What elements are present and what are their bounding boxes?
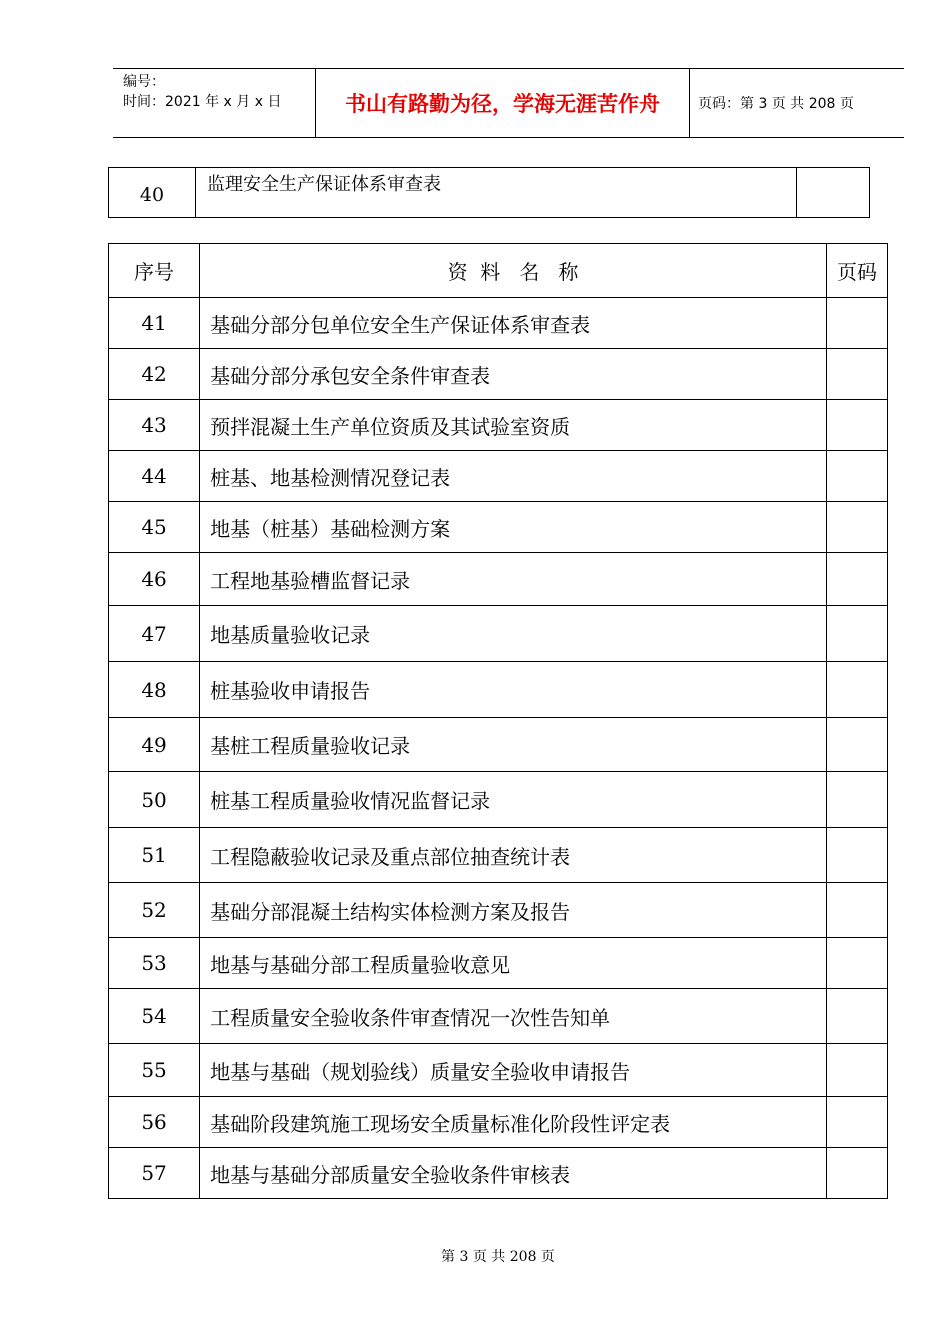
table-row <box>109 349 888 400</box>
header-num: 序号 <box>109 244 200 298</box>
row-page-cell <box>826 451 887 502</box>
table-row <box>109 1148 888 1199</box>
row-40-name: 监理安全生产保证体系审查表 <box>197 168 797 217</box>
table-row <box>109 1097 888 1148</box>
row-number: 56 <box>109 1097 200 1148</box>
row-number: 49 <box>109 718 200 772</box>
row-document-name: 工程地基验槽监督记录 <box>200 553 827 606</box>
table-row <box>109 400 888 451</box>
motto: 书山有路勤为径，学海无涯苦作舟 <box>315 69 690 137</box>
row-page-cell <box>826 502 887 553</box>
row-document-name: 地基质量验收记录 <box>200 606 827 662</box>
row-document-name: 桩基工程质量验收情况监督记录 <box>200 772 827 828</box>
row-page-cell <box>826 606 887 662</box>
row-page-cell <box>826 553 887 606</box>
row-page-cell <box>826 349 887 400</box>
table-row <box>109 606 888 662</box>
header-page-label: 页码：第 3 页 共 208 页 <box>698 96 854 112</box>
row-number: 46 <box>109 553 200 606</box>
page-footer: 第 3 页 共 208 页 <box>441 1249 555 1265</box>
row-page-cell <box>826 989 887 1044</box>
row-page-cell <box>826 1044 887 1097</box>
row-document-name: 预拌混凝土生产单位资质及其试验室资质 <box>200 400 827 451</box>
time-label: 时间：2021 年 x 月 x 日 <box>123 94 282 110</box>
table-row <box>109 828 888 883</box>
row-number: 54 <box>109 989 200 1044</box>
row-page-cell <box>826 828 887 883</box>
row-document-name: 基础阶段建筑施工现场安全质量标准化阶段性评定表 <box>200 1097 827 1148</box>
table-header-row <box>109 244 888 298</box>
row-document-name: 基桩工程质量验收记录 <box>200 718 827 772</box>
table-row <box>109 718 888 772</box>
row-number: 48 <box>109 662 200 718</box>
header-left-cell <box>113 69 315 137</box>
row-number: 43 <box>109 400 200 451</box>
row-document-name: 桩基验收申请报告 <box>200 662 827 718</box>
header-name: 资 料 名 称 <box>200 244 827 298</box>
row-page-cell <box>826 662 887 718</box>
row-number: 51 <box>109 828 200 883</box>
row-document-name: 工程隐蔽验收记录及重点部位抽查统计表 <box>200 828 827 883</box>
table-row <box>109 298 888 349</box>
row-document-name: 基础分部混凝土结构实体检测方案及报告 <box>200 883 827 938</box>
row-page-cell <box>826 938 887 989</box>
row-page-cell <box>826 772 887 828</box>
row-number: 44 <box>109 451 200 502</box>
row-document-name: 基础分部分承包安全条件审查表 <box>200 349 827 400</box>
row-number: 45 <box>109 502 200 553</box>
code-label: 编号： <box>123 74 165 90</box>
row-page-cell <box>826 883 887 938</box>
row-document-name: 地基（桩基）基础检测方案 <box>200 502 827 553</box>
table-row <box>109 553 888 606</box>
row-number: 57 <box>109 1148 200 1199</box>
row-document-name: 地基与基础分部质量安全验收条件审核表 <box>200 1148 827 1199</box>
table-row <box>109 989 888 1044</box>
row-number: 47 <box>109 606 200 662</box>
document-list-table <box>108 243 888 1199</box>
header-page: 页码 <box>826 244 887 298</box>
row-40-number: 40 <box>109 168 196 217</box>
row-page-cell <box>826 718 887 772</box>
row-document-name: 工程质量安全验收条件审查情况一次性告知单 <box>200 989 827 1044</box>
row-document-name: 地基与基础分部工程质量验收意见 <box>200 938 827 989</box>
row-page-cell <box>826 1148 887 1199</box>
row-40-table <box>108 167 870 218</box>
page-header <box>113 68 904 138</box>
table-row <box>109 883 888 938</box>
table-row <box>109 662 888 718</box>
row-page-cell <box>826 400 887 451</box>
row-number: 55 <box>109 1044 200 1097</box>
row-document-name: 地基与基础（规划验线）质量安全验收申请报告 <box>200 1044 827 1097</box>
row-number: 50 <box>109 772 200 828</box>
row-number: 42 <box>109 349 200 400</box>
table-row <box>109 772 888 828</box>
row-number: 53 <box>109 938 200 989</box>
row-number: 52 <box>109 883 200 938</box>
row-page-cell <box>826 298 887 349</box>
row-page-cell <box>826 1097 887 1148</box>
table-row <box>109 938 888 989</box>
table-row <box>109 1044 888 1097</box>
row-number: 41 <box>109 298 200 349</box>
table-row <box>109 502 888 553</box>
row-document-name: 基础分部分包单位安全生产保证体系审查表 <box>200 298 827 349</box>
table-row <box>109 451 888 502</box>
row-document-name: 桩基、地基检测情况登记表 <box>200 451 827 502</box>
